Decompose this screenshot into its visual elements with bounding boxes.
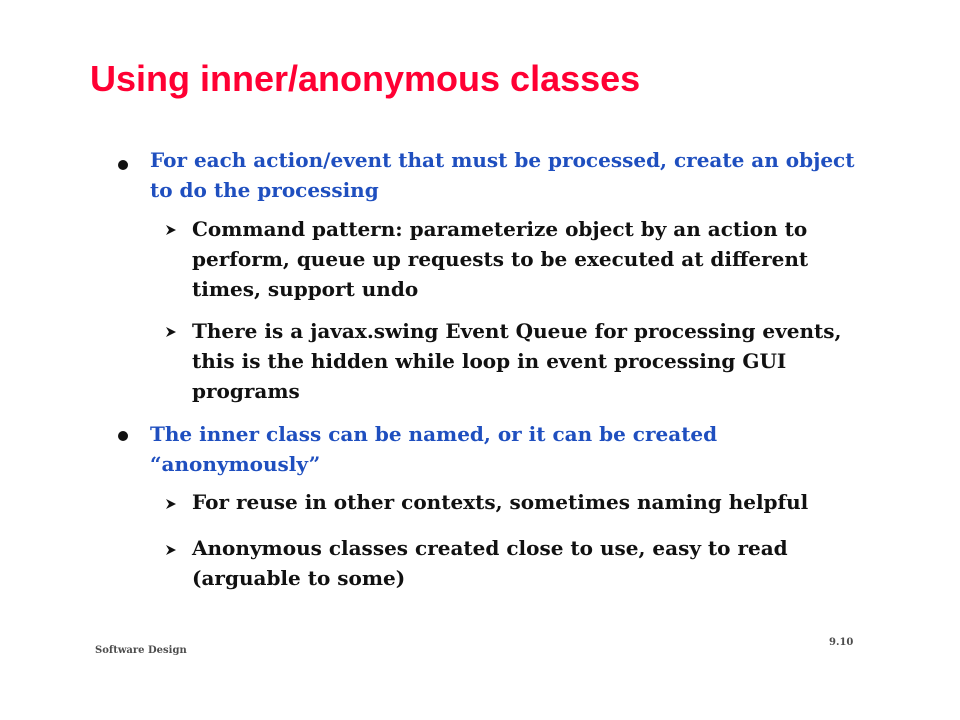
slide-number: 9.10 (829, 637, 854, 648)
arrowhead-icon (165, 224, 177, 236)
bullet-item: For each action/event that must be processed, create an object to do the processing (150, 148, 855, 202)
sub-bullet-item: For reuse in other contexts, sometimes naming helpful (192, 490, 809, 514)
arrowhead-icon (165, 544, 177, 556)
bullet-dot-icon (118, 160, 128, 170)
sub-bullet-item: Command pattern: parameterize object by an action to perform, queue up requests to be executed at different times, support undo (192, 217, 809, 301)
arrowhead-icon (165, 498, 177, 510)
arrowhead-icon (165, 326, 177, 338)
footer-course-title: Software Design (95, 645, 187, 656)
bullet-dot-icon (118, 431, 128, 441)
slide-title: Using inner/anonymous classes (90, 58, 641, 99)
sub-bullet-item: There is a javax.swing Event Queue for processing events, this is the hidden while loop in event processing GUI programs (192, 319, 842, 403)
sub-bullet-item: Anonymous classes created close to use, easy to read (arguable to some) (192, 536, 788, 590)
bullet-item: The inner class can be named, or it can be created “anonymously” (150, 422, 718, 476)
